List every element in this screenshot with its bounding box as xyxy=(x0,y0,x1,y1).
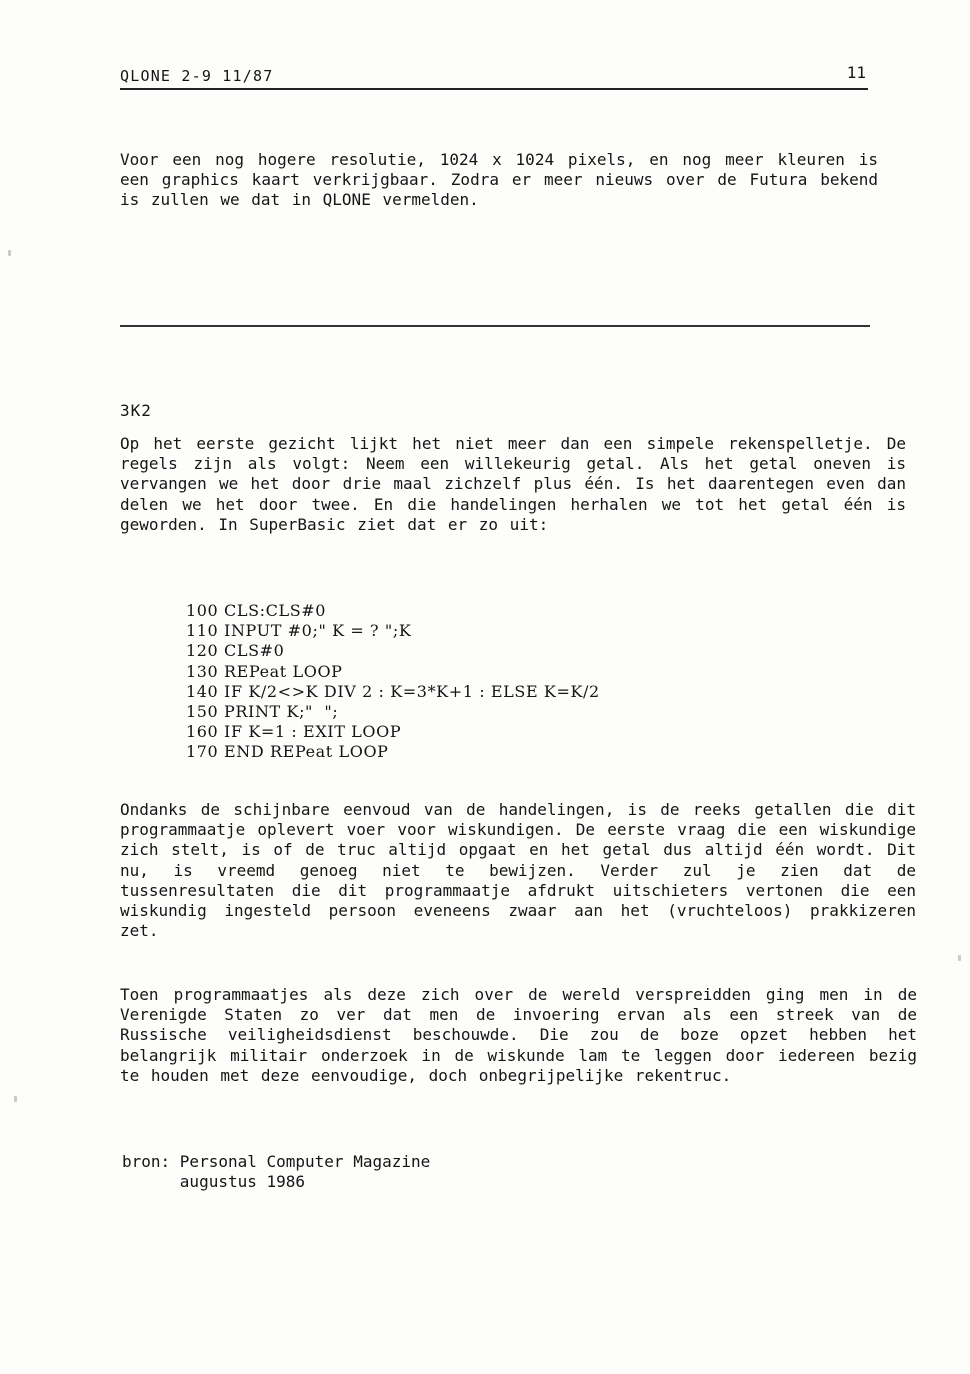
source-date: augustus 1986 xyxy=(122,1172,306,1192)
scan-speck xyxy=(958,955,961,961)
header-title: QLONE 2-9 11/87 xyxy=(120,67,274,85)
page-header xyxy=(120,58,868,90)
page-number: 11 xyxy=(846,63,866,82)
code-line: 140 IF K/2<>K DIV 2 : K=3*K+1 : ELSE K=K/2 xyxy=(186,681,600,701)
scan-speck xyxy=(14,1096,17,1102)
code-line: 160 IF K=1 : EXIT LOOP xyxy=(186,722,402,742)
code-line: 170 END REPeat LOOP xyxy=(186,742,389,762)
code-line: 150 PRINT K;" "; xyxy=(186,701,339,721)
rules-paragraph: Op het eerste gezicht lijkt het niet meer dan een simpele rekenspelletje. De regels zijn als volgt: Neem een willekeurig getal. Als het getal oneven is vervangen we het door drie maal zichzelf plus één. Is het daarentegen even dan delen we het door twee. En die handelingen herhalen we tot het getal één is geworden. In SuperBasic ziet dat er zo uit: xyxy=(120,434,906,534)
section-title: 3K2 xyxy=(120,401,152,420)
code-line: 100 CLS:CLS#0 xyxy=(186,601,327,620)
code-listing xyxy=(186,601,600,763)
intro-paragraph: Voor een nog hogere resolutie, 1024 x 1024 pixels, en nog meer kleuren is een graphics kaart verkrijgbaar. Zodra er meer nieuws over de Futura bekend is zullen we dat in QLONE vermelden. xyxy=(120,150,878,210)
section-divider xyxy=(120,325,870,327)
code-line: 110 INPUT #0;" K = ? ";K xyxy=(186,621,412,641)
code-line: 130 REPeat LOOP xyxy=(186,661,343,681)
code-line: 120 CLS#0 xyxy=(186,641,285,661)
analysis-paragraph: Ondanks de schijnbare eenvoud van de handelingen, is de reeks getallen die dit programmaatje oplevert voer voor wiskundigen. De eerste vraag die een wiskundige zich stelt, is of de truc altijd opgaat en het getal dus altijd één wordt. Dit nu, is vreemd genoeg niet te bewijzen. Verder zul je zien dat de tussenresultaten die dit programmaatje afdrukt uitschieters vertonen die een wiskundig ingesteld persoon eveneens zwaar aan het (vruchteloos) prakkizeren zet. xyxy=(120,800,916,941)
source-citation xyxy=(122,1152,430,1192)
scan-speck xyxy=(8,250,11,256)
source-line: bron: Personal Computer Magazine xyxy=(122,1152,431,1171)
history-paragraph: Toen programmaatjes als deze zich over de wereld verspreidden ging men in de Verenigde Staten zo ver dat men de invoering ervan als een streek van de Russische veiligheidsdienst beschouwde. Die zou de boze opzet hebben het belangrijk militair onderzoek in de wiskunde lam te leggen door iedereen bezig te houden met deze eenvoudige, doch onbegrijpelijke rekentruc. xyxy=(120,985,917,1085)
